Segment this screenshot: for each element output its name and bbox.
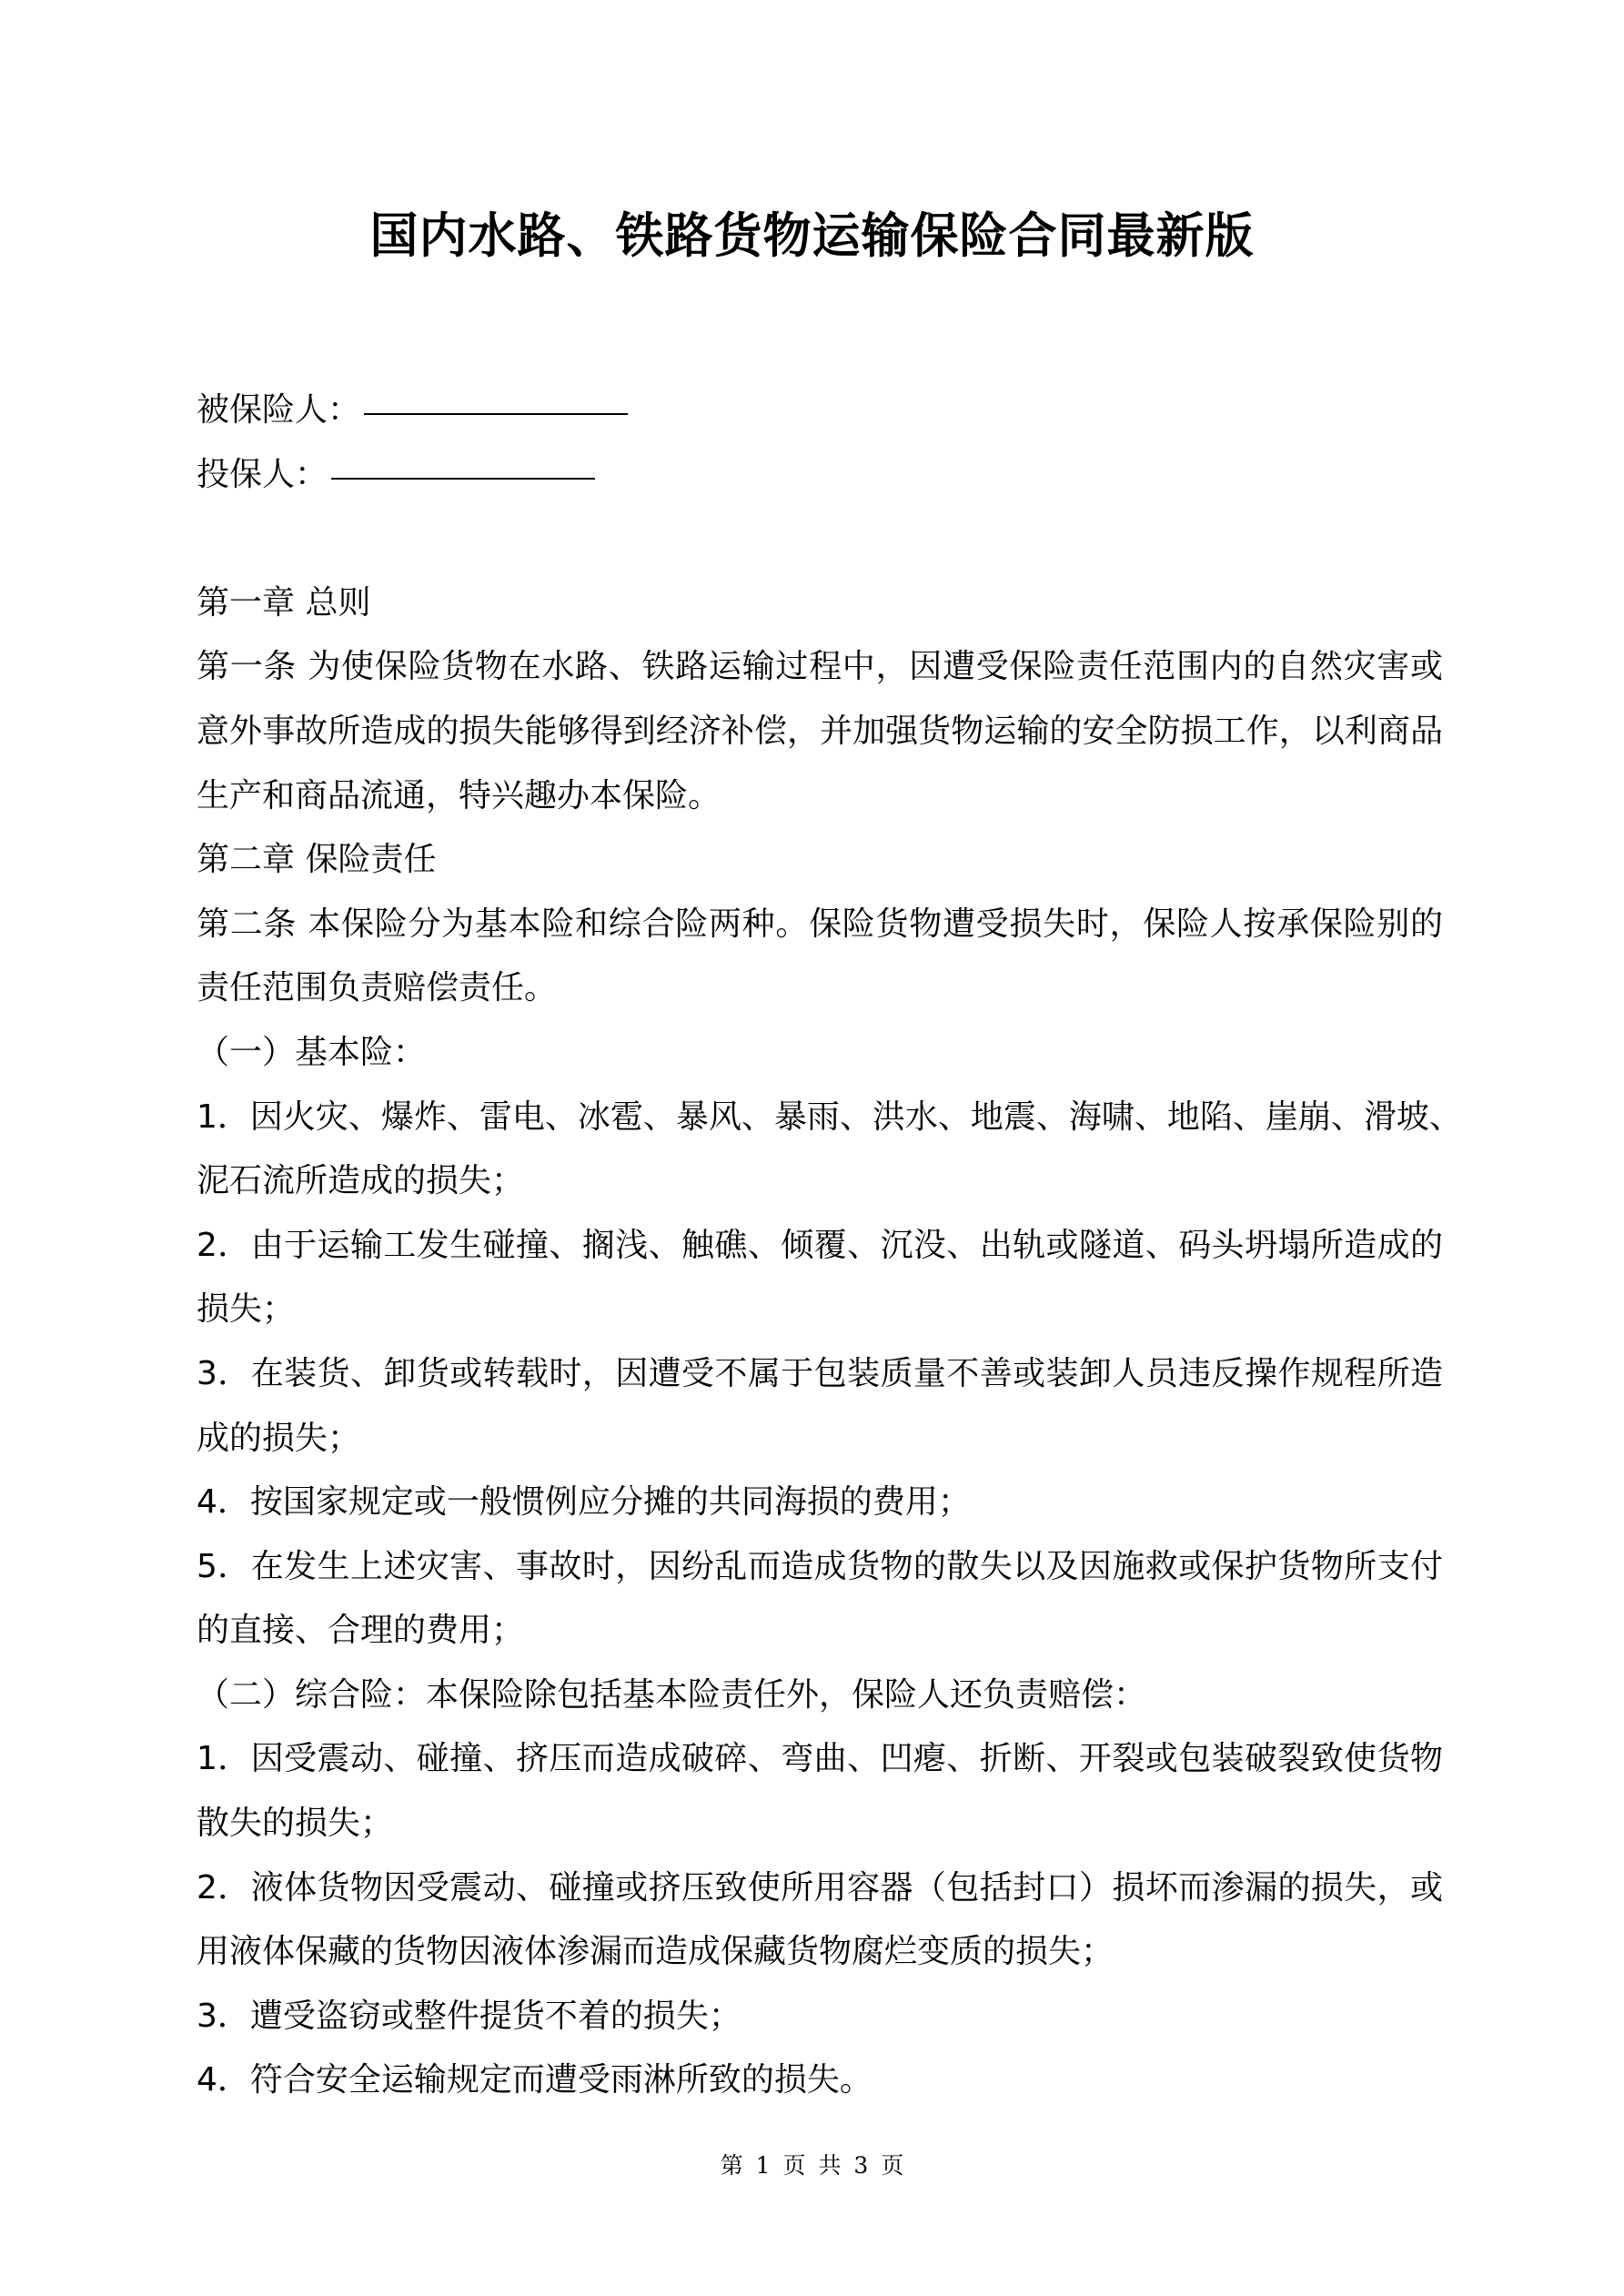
insured-label: 被保险人：: [197, 391, 361, 429]
policyholder-blank[interactable]: [331, 443, 595, 480]
text-line: 第一条 为使保险货物在水路、铁路运输过程中，因遭受保险责任范围内的自然灾害或: [197, 648, 1443, 686]
text-line: 泥石流所造成的损失；: [197, 1162, 525, 1200]
text-line: 3．遭受盗窃或整件提货不着的损失；: [197, 1997, 741, 2035]
insured-blank[interactable]: [364, 379, 628, 415]
document-body: [197, 379, 1462, 2113]
text-line: 3．在装货、卸货或转载时，因遭受不属于包装质量不善或装卸人员违反操作规程所造: [197, 1354, 1443, 1392]
text-line: 2．由于运输工发生碰撞、搁浅、触礁、倾覆、沉没、出轨或隧道、码头坍塌所造成的: [197, 1226, 1443, 1264]
text-line: 的直接、合理的费用；: [197, 1612, 525, 1650]
page-number: 第 1 页 共 3 页: [720, 2152, 904, 2179]
text-line: 4．按国家规定或一般惯例应分摊的共同海损的费用；: [197, 1483, 971, 1522]
text-line: 责任范围负责赔偿责任。: [197, 969, 558, 1007]
section-heading: （二）综合险：本保险除包括基本险责任外，保险人还负责赔偿：: [197, 1675, 1147, 1714]
text-line: 散失的损失；: [197, 1805, 394, 1843]
text-line: 损失；: [197, 1290, 296, 1329]
section-heading: （一）基本险：: [197, 1033, 427, 1071]
policyholder-label: 投保人：: [197, 455, 328, 493]
text-line: 1．因火灾、爆炸、雷电、冰雹、暴风、暴雨、洪水、地震、海啸、地陷、崖崩、滑坡、: [197, 1097, 1462, 1136]
spacer: [197, 507, 1443, 571]
text-line: 用液体保藏的货物因液体渗漏而造成保藏货物腐烂变质的损失；: [197, 1933, 1115, 1971]
text-line: 5．在发生上述灾害、事故时，因纷乱而造成货物的散失以及因施救或保护货物所支付: [197, 1547, 1443, 1585]
text-line: 1．因受震动、碰撞、挤压而造成破碎、弯曲、凹瘪、折断、开裂或包装破裂致使货物: [197, 1740, 1443, 1778]
text-line: 第二条 本保险分为基本险和综合险两种。保险货物遭受损失时，保险人按承保险别的: [197, 905, 1443, 943]
chapter-heading: 第二章 保险责任: [197, 841, 437, 879]
document-title: 国内水路、铁路货物运输保险合同最新版: [369, 208, 1255, 264]
text-line: 生产和商品流通，特兴趣办本保险。: [197, 776, 721, 814]
insured-field: [197, 379, 1443, 443]
text-line: 意外事故所造成的损失能够得到经济补偿，并加强货物运输的安全防损工作，以利商品: [197, 712, 1443, 750]
text-line: 4．符合安全运输规定而遭受雨淋所致的损失。: [197, 2061, 873, 2099]
text-line: 2．液体货物因受震动、碰撞或挤压致使所用容器（包括封口）损坏而渗漏的损失，或: [197, 1868, 1443, 1907]
text-line: 成的损失；: [197, 1419, 361, 1457]
chapter-heading: 第一章 总则: [197, 583, 371, 622]
policyholder-field: [197, 443, 1443, 508]
